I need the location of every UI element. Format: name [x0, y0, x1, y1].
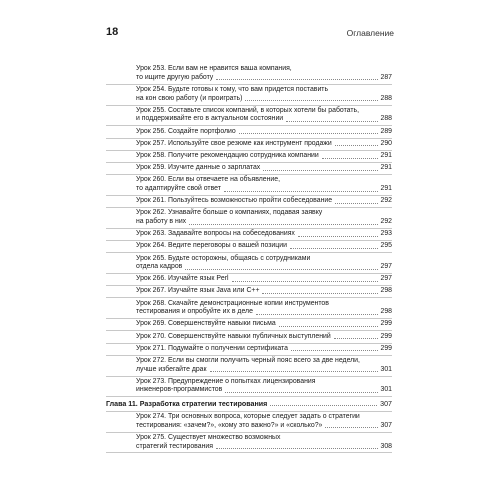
toc-entry-line: Урок 273. Предупреждение о попытках лицензирования [136, 377, 316, 385]
toc-entry-line [136, 308, 392, 317]
toc-entry-text: Урок 257. Используйте свое резюме как инструмент продажи [136, 139, 332, 147]
toc-entry-page: 292 [380, 197, 392, 205]
toc-entry-line: Урок 272. Если вы смогли получить черный пояс всего за две недели, [136, 357, 360, 365]
running-header-title: Оглавление [346, 28, 394, 38]
toc-entry-page: 301 [380, 386, 392, 394]
toc-entry-line: Урок 265. Будьте осторожны, общаясь с сотрудниками [136, 254, 311, 262]
toc-entry-text: и поддерживайте его в актуальном состоянии [136, 115, 284, 123]
toc-entry-line [136, 185, 392, 194]
toc-entry-line: Урок 254. Будьте готовы к тому, что вам придется поставить [136, 86, 329, 94]
toc-leader-dots [256, 314, 378, 315]
toc-leader-dots [335, 203, 377, 204]
toc-leader-dots [270, 405, 377, 406]
toc-entry [106, 229, 392, 241]
toc-entry-line: Урок 274. Три основных вопроса, которые следует задать о стратегии [136, 413, 360, 421]
toc-entry [106, 298, 392, 319]
toc-entry-text: то ищите другую работу [136, 73, 214, 81]
toc-entry-text: на кон свою работу (и проиграть) [136, 94, 243, 102]
toc-leader-dots [232, 281, 378, 282]
toc-entry-line [136, 333, 392, 342]
toc-entry-line [136, 242, 392, 251]
toc-entry-page: 293 [380, 230, 392, 238]
toc-entry [106, 175, 392, 196]
toc-entry-line [136, 422, 392, 431]
toc-entry-line [136, 275, 392, 284]
toc-entry-line [136, 197, 392, 206]
toc-leader-dots [291, 350, 378, 351]
toc-entry-line: Урок 268. Скачайте демонстрационные копии инструментов [136, 299, 329, 307]
toc-entry-text: тестирования и опробуйте их в деле [136, 308, 253, 316]
toc-entry-line [136, 218, 392, 227]
toc-leader-dots [185, 269, 377, 270]
toc-entry-page: 291 [380, 164, 392, 172]
toc-entry-text: Урок 266. Изучайте язык Perl [136, 275, 229, 283]
toc-leader-dots [225, 392, 377, 393]
toc-entry-page: 298 [380, 308, 392, 316]
toc-entry [106, 433, 392, 454]
toc-entry-page: 301 [380, 365, 392, 373]
toc-entry [106, 151, 392, 163]
toc-entry [106, 356, 392, 377]
toc-entry [106, 85, 392, 106]
toc-chapter-line [106, 400, 392, 409]
toc-entry-page: 290 [380, 139, 392, 147]
toc-chapter-heading [106, 397, 392, 412]
toc-entry-line [136, 140, 392, 149]
table-of-contents [106, 64, 392, 453]
toc-entry-text: Урок 271. Подумайте о получении сертификата [136, 344, 288, 352]
toc-entry-line [136, 230, 392, 239]
toc-entry-text: Урок 256. Создайте портфолио [136, 127, 236, 135]
toc-entry-text: Урок 270. Совершенствуйте навыки публичных выступлений [136, 332, 331, 340]
toc-leader-dots [322, 158, 378, 159]
toc-leader-dots [245, 100, 377, 101]
toc-entry [106, 163, 392, 175]
toc-entry [106, 208, 392, 229]
toc-section-chapter-11 [106, 412, 392, 454]
toc-entry-text: отдела кадров [136, 263, 183, 271]
toc-entry-line [136, 164, 392, 173]
toc-entry [106, 139, 392, 151]
toc-entry-line [136, 95, 392, 104]
toc-entry-page: 297 [380, 275, 392, 283]
toc-entry [106, 126, 392, 138]
toc-entry-text: Урок 261. Пользуйтесь возможностью пройти собеседование [136, 197, 333, 205]
toc-leader-dots [279, 326, 378, 327]
toc-entry [106, 241, 392, 253]
toc-entry-text: Урок 264. Ведите переговоры о вашей позиции [136, 242, 287, 250]
toc-entry-page: 291 [380, 184, 392, 192]
toc-chapter-title: Глава 11. Разработка стратегии тестирования [106, 399, 268, 408]
toc-entry-text: Урок 259. Изучите данные о зарплатах [136, 164, 261, 172]
toc-leader-dots [239, 133, 378, 134]
toc-entry-text: Урок 269. Совершенствуйте навыки письма [136, 320, 276, 328]
toc-entry-page: 287 [380, 73, 392, 81]
toc-leader-dots [189, 224, 377, 225]
toc-entry [106, 412, 392, 433]
toc-entry [106, 319, 392, 331]
toc-leader-dots [334, 338, 378, 339]
toc-entry-line [136, 386, 392, 395]
toc-section-lessons [106, 64, 392, 397]
toc-entry-text: Урок 267. Изучайте язык Java или C++ [136, 287, 260, 295]
toc-entry-page: 299 [380, 344, 392, 352]
toc-entry-text: Урок 263. Задавайте вопросы на собеседованиях [136, 230, 295, 238]
toc-entry-text: на работу в них [136, 217, 187, 225]
toc-entry-page: 291 [380, 152, 392, 160]
toc-entry-page: 307 [380, 421, 392, 429]
toc-entry-page: 289 [380, 127, 392, 135]
toc-entry-line: Урок 260. Если вы отвечаете на объявление, [136, 176, 281, 184]
page-number: 18 [106, 26, 119, 38]
toc-leader-dots [286, 121, 377, 122]
toc-entry-line [136, 152, 392, 161]
toc-entry-line [136, 345, 392, 354]
toc-entry-page: 288 [380, 94, 392, 102]
toc-entry-line [136, 115, 392, 124]
toc-leader-dots [263, 170, 377, 171]
toc-entry-page: 292 [380, 217, 392, 225]
toc-entry-page: 288 [380, 115, 392, 123]
toc-chapter-page: 307 [380, 399, 392, 408]
toc-entry-line [136, 366, 392, 375]
toc-entry [106, 274, 392, 286]
toc-leader-dots [298, 236, 378, 237]
toc-entry-text: Урок 258. Получите рекомендацию сотрудника компании [136, 152, 319, 160]
toc-entry [106, 377, 392, 398]
toc-entry-line: Урок 253. Если вам не нравится ваша компания, [136, 65, 292, 73]
toc-entry-page: 298 [380, 287, 392, 295]
toc-entry-page: 299 [380, 332, 392, 340]
toc-entry-page: 299 [380, 320, 392, 328]
toc-entry [106, 196, 392, 208]
toc-entry-line: Урок 262. Узнавайте больше о компаниях, подавая заявку [136, 209, 323, 217]
toc-leader-dots [335, 145, 378, 146]
toc-entry-line [136, 263, 392, 272]
toc-entry-text: лучше избегайте драк [136, 365, 207, 373]
toc-leader-dots [216, 448, 378, 449]
toc-entry-text: стратегий тестирования [136, 442, 213, 450]
toc-leader-dots [216, 79, 377, 80]
toc-entry [106, 331, 392, 343]
toc-leader-dots [224, 191, 378, 192]
toc-leader-dots [210, 371, 378, 372]
toc-entry-line [136, 320, 392, 329]
toc-entry-line [136, 443, 392, 452]
toc-leader-dots [262, 293, 377, 294]
toc-leader-dots [325, 427, 377, 428]
toc-entry-line [136, 287, 392, 296]
toc-entry-line [136, 128, 392, 137]
toc-entry-line: Урок 255. Составьте список компаний, в которых хотели бы работать, [136, 106, 359, 114]
toc-entry [106, 253, 392, 274]
toc-entry-page: 297 [380, 263, 392, 271]
toc-entry-page: 295 [380, 242, 392, 250]
toc-leader-dots [290, 248, 378, 249]
toc-entry [106, 64, 392, 85]
toc-entry-text: тестирования: «зачем?», «кому это важно?» и «сколько?» [136, 421, 323, 429]
toc-entry-line: Урок 275. Существует множество возможных [136, 433, 281, 441]
toc-entry-page: 308 [380, 442, 392, 450]
toc-entry [106, 344, 392, 356]
toc-entry [106, 106, 392, 127]
toc-entry-line [136, 74, 392, 83]
toc-entry-text: инженеров-программистов [136, 386, 223, 394]
toc-entry [106, 286, 392, 298]
toc-entry-text: то адаптируйте свой ответ [136, 184, 221, 192]
